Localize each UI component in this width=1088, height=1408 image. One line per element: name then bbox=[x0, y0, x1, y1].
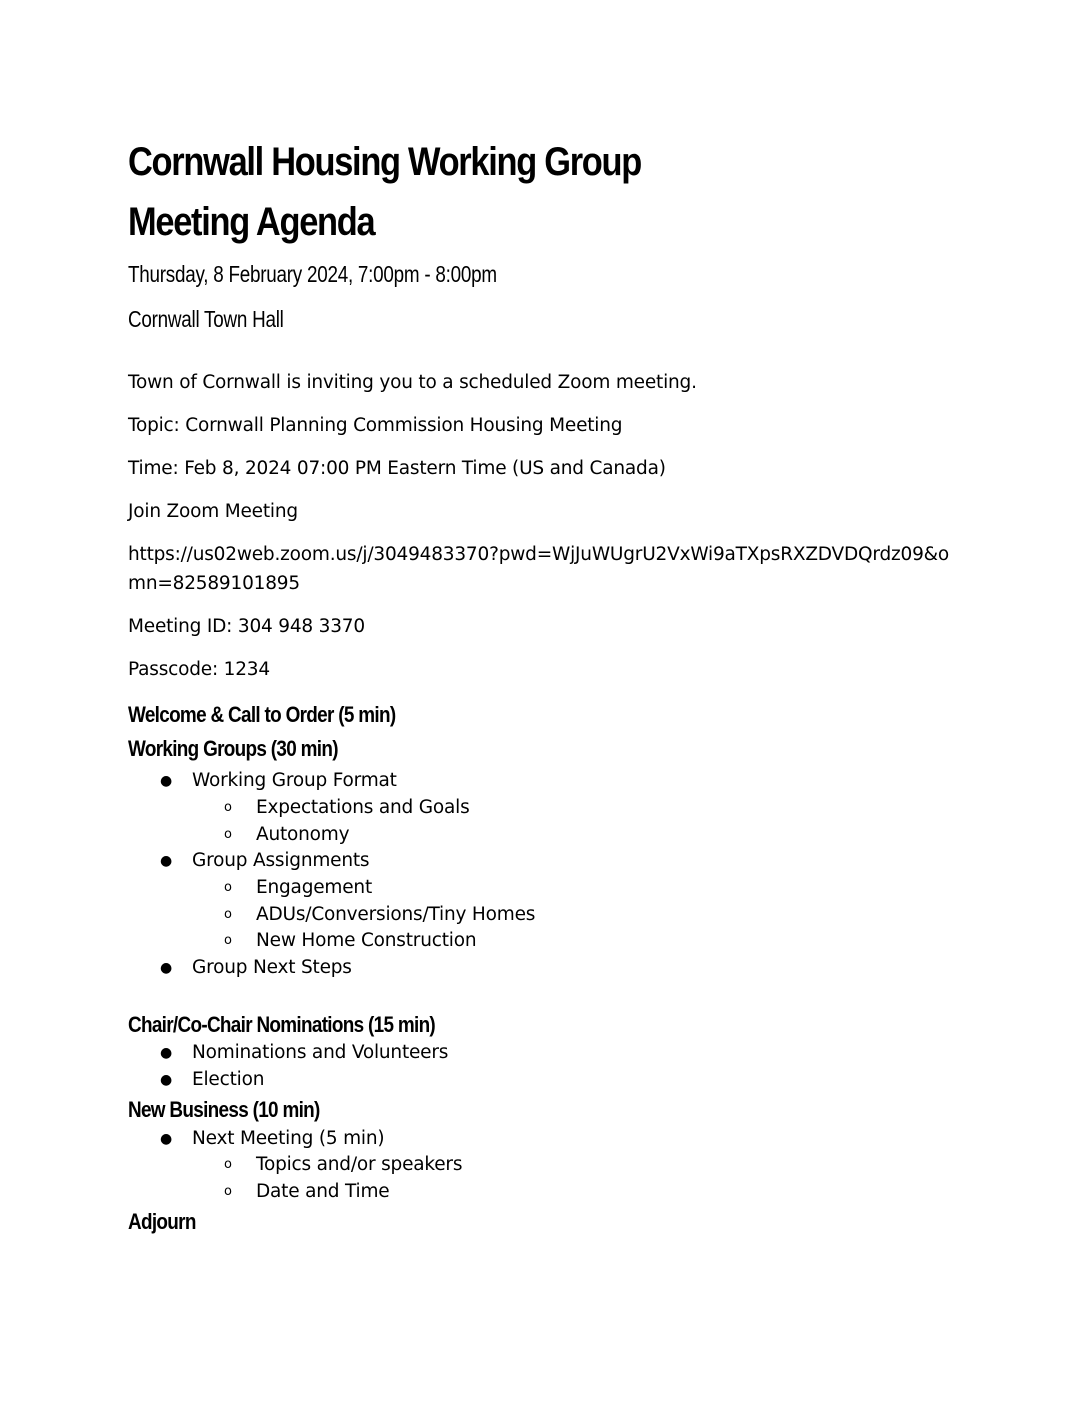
section-chair-nominations: Chair/Co-Chair Nominations (15 min) bbox=[128, 1012, 436, 1037]
title-line-2: Meeting Agenda bbox=[128, 200, 375, 244]
bullet-icon: ● bbox=[160, 853, 173, 869]
zoom-invite-text: Town of Cornwall is inviting you to a scheduled Zoom meeting. bbox=[128, 372, 697, 393]
sub-bullet-icon: o bbox=[224, 880, 232, 895]
zoom-meeting-id: Meeting ID: 304 948 3370 bbox=[128, 616, 365, 637]
zoom-meeting-link[interactable]: https://us02web.zoom.us/j/3049483370?pwd=WjJuWUgrU2VxWi9aTXpsRXZDVDQrdz09&omn=82589101895 bbox=[128, 544, 950, 594]
zoom-time: Time: Feb 8, 2024 07:00 PM Eastern Time (US and Canada) bbox=[128, 458, 666, 479]
bullet-icon: ● bbox=[160, 1072, 173, 1088]
sub-bullet-icon: o bbox=[224, 827, 232, 842]
sub-list-item: Date and Time bbox=[256, 1181, 390, 1202]
sub-bullet-icon: o bbox=[224, 907, 232, 922]
sub-list-item: Expectations and Goals bbox=[256, 797, 470, 818]
sub-bullet-icon: o bbox=[224, 1184, 232, 1199]
sub-list-item: Topics and/or speakers bbox=[256, 1154, 463, 1175]
sub-bullet-icon: o bbox=[224, 800, 232, 815]
list-item: Group Assignments bbox=[192, 850, 370, 871]
list-item: Nominations and Volunteers bbox=[192, 1042, 449, 1063]
bullet-icon: ● bbox=[160, 960, 173, 976]
section-welcome: Welcome & Call to Order (5 min) bbox=[128, 702, 396, 727]
meeting-date-time: Thursday, 8 February 2024, 7:00pm - 8:00pm bbox=[128, 261, 497, 287]
sub-bullet-icon: o bbox=[224, 933, 232, 948]
agenda-document bbox=[128, 0, 958, 1408]
zoom-topic: Topic: Cornwall Planning Commission Housing Meeting bbox=[128, 415, 623, 436]
title-line-1: Cornwall Housing Working Group bbox=[128, 140, 641, 184]
sub-list-item: New Home Construction bbox=[256, 930, 477, 951]
bullet-icon: ● bbox=[160, 1045, 173, 1061]
sub-bullet-icon: o bbox=[224, 1157, 232, 1172]
meeting-location: Cornwall Town Hall bbox=[128, 306, 284, 332]
sub-list-item: Autonomy bbox=[256, 824, 350, 845]
bullet-icon: ● bbox=[160, 1131, 173, 1147]
list-item: Next Meeting (5 min) bbox=[192, 1128, 385, 1149]
sub-list-item: Engagement bbox=[256, 877, 373, 898]
list-item: Election bbox=[192, 1069, 265, 1090]
section-working-groups: Working Groups (30 min) bbox=[128, 736, 338, 761]
document-title bbox=[128, 132, 641, 252]
section-adjourn: Adjourn bbox=[128, 1209, 196, 1234]
list-item: Group Next Steps bbox=[192, 957, 352, 978]
section-new-business: New Business (10 min) bbox=[128, 1097, 320, 1122]
zoom-passcode: Passcode: 1234 bbox=[128, 659, 270, 680]
bullet-icon: ● bbox=[160, 773, 173, 789]
list-item: Working Group Format bbox=[192, 770, 397, 791]
zoom-join-label: Join Zoom Meeting bbox=[128, 501, 298, 522]
sub-list-item: ADUs/Conversions/Tiny Homes bbox=[256, 904, 536, 925]
